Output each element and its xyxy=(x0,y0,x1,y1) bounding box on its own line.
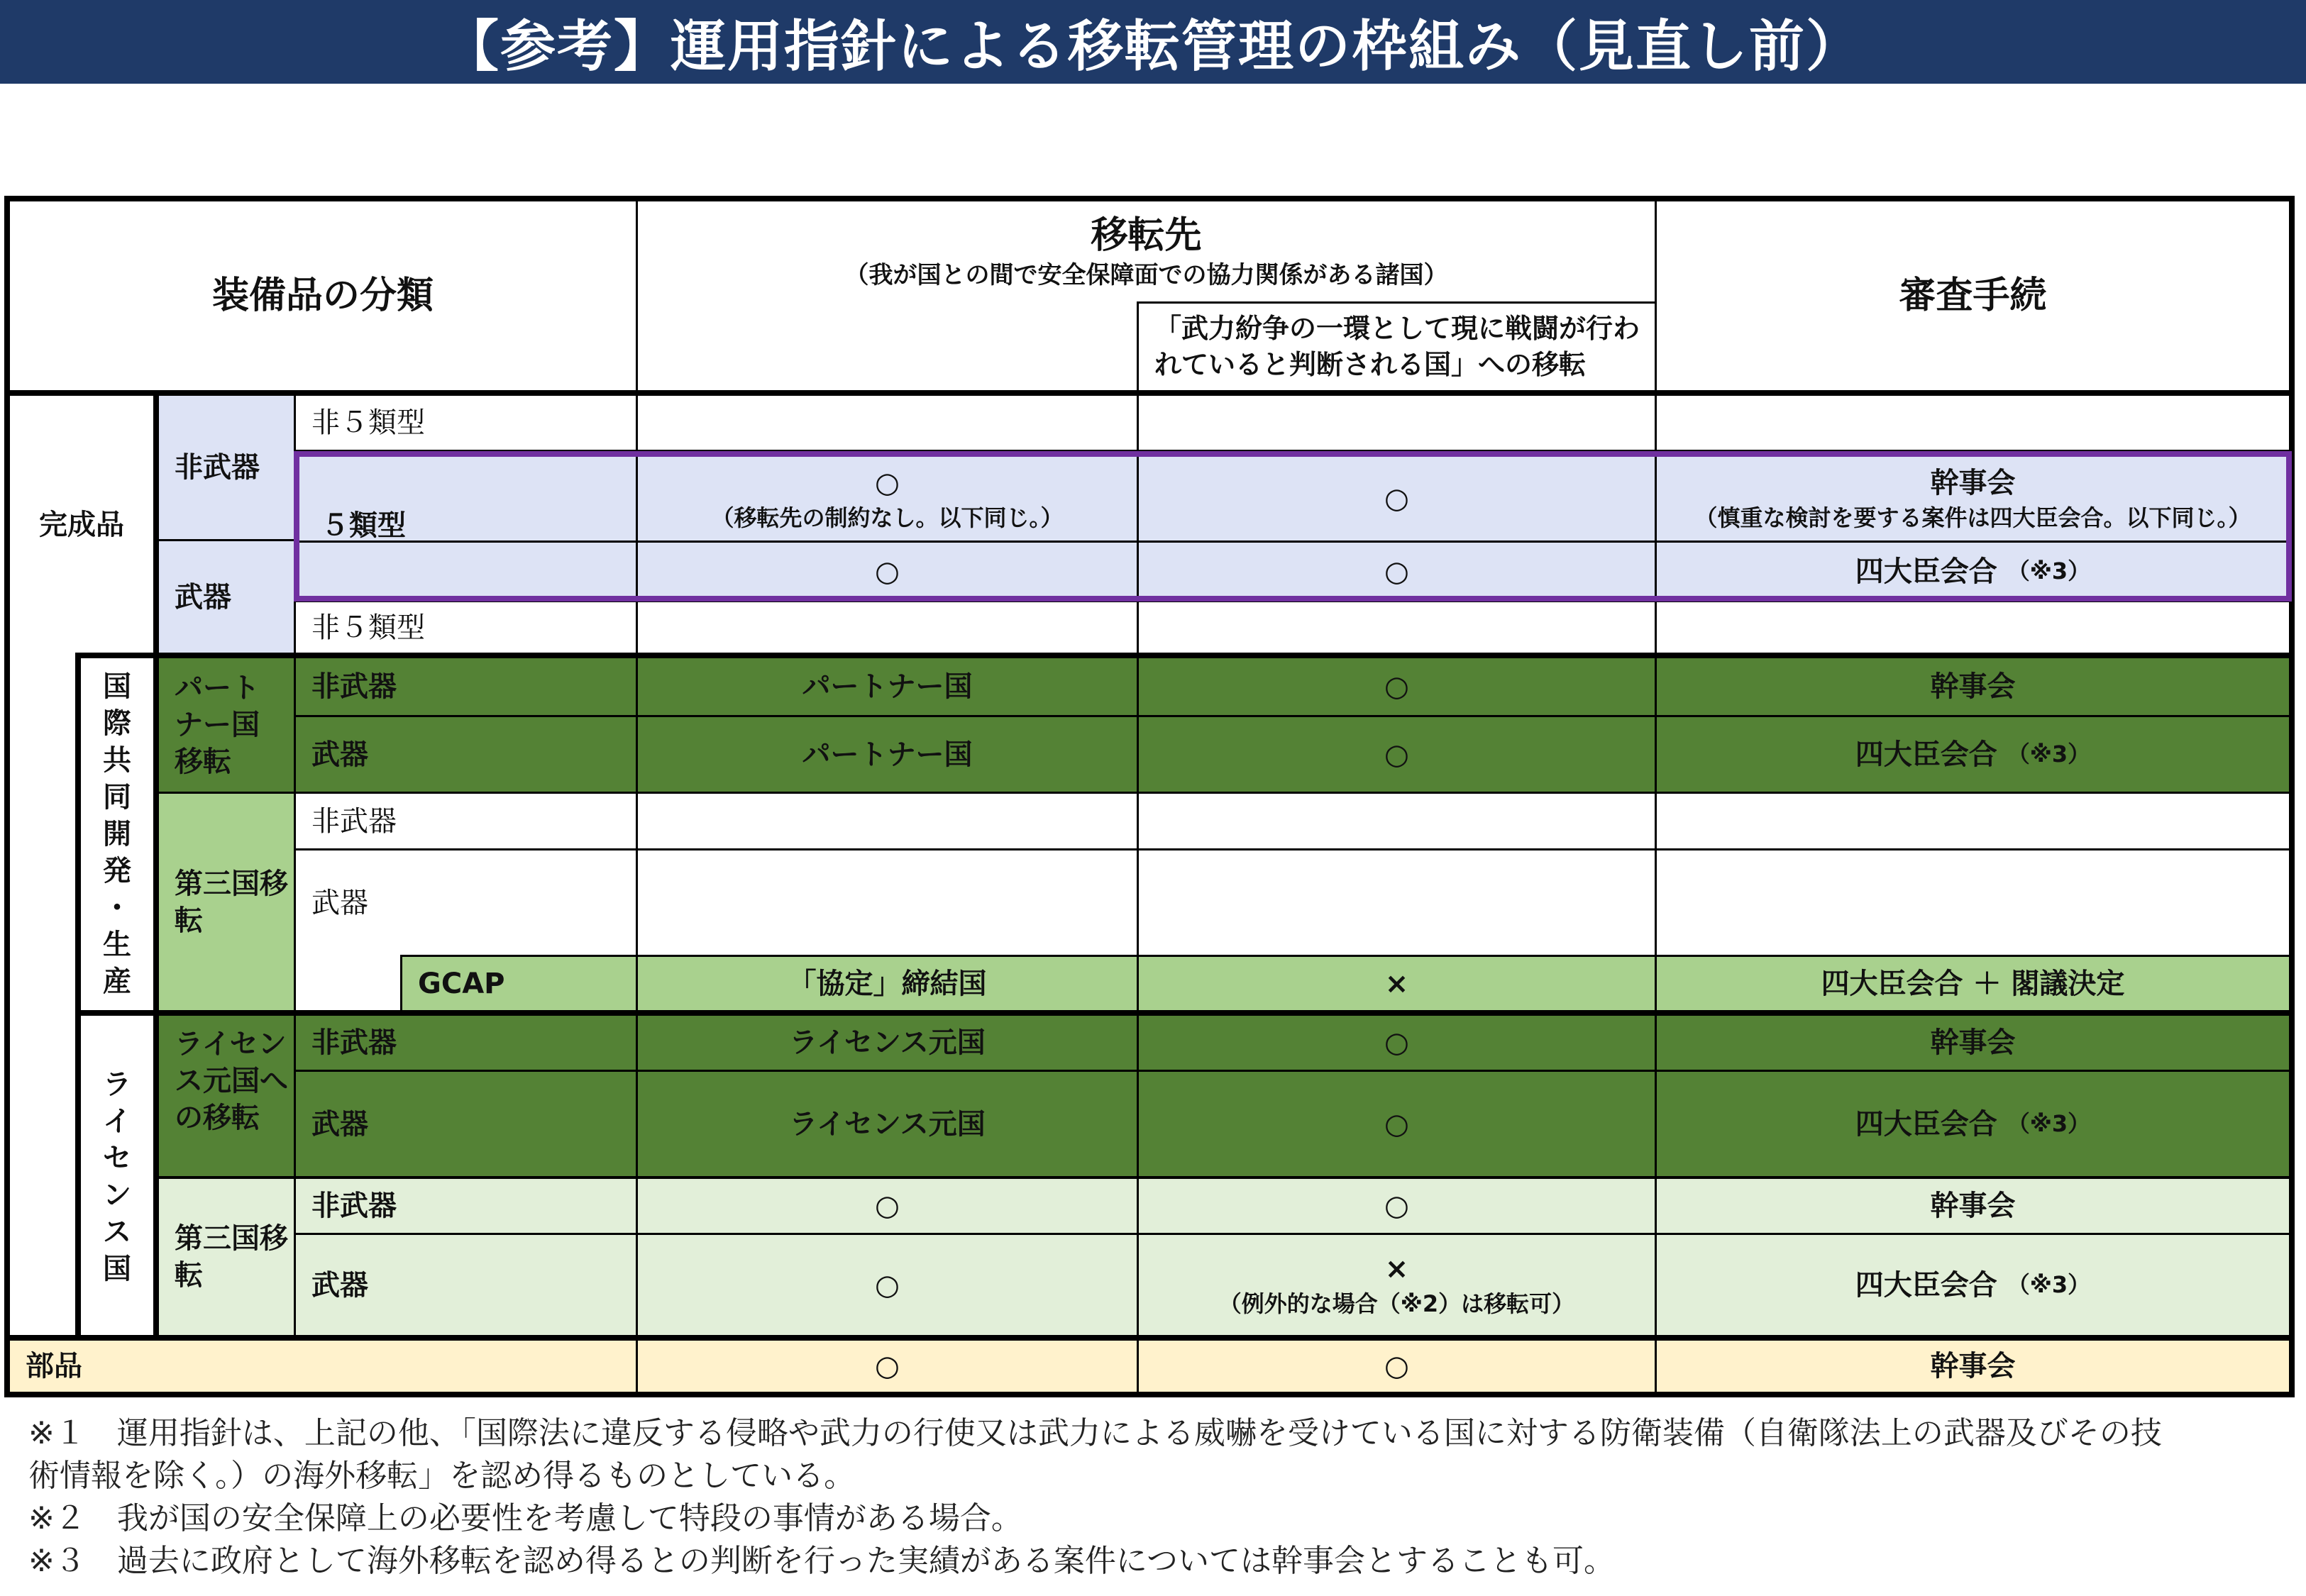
label-third-buki: 武器 xyxy=(311,886,368,919)
label-five-type: ５類型 xyxy=(321,509,406,542)
five-buki-review-note: （※3） xyxy=(2007,558,2091,585)
gcap-dest: 「協定」締結国 xyxy=(788,967,987,1000)
five-hibuki-dest-note: （移転先の制約なし。以下同じ。） xyxy=(711,504,1064,531)
vertical-char: 生 xyxy=(103,929,131,961)
five-buki-review-main: 四大臣会合 xyxy=(1855,555,1997,588)
partner-buki-dest: パートナー国 xyxy=(802,738,973,771)
note-2: ※２ 我が国の安全保障上の必要性を考慮して特段の事情がある場合。 xyxy=(28,1500,1022,1536)
license-buki-review-note: （※3） xyxy=(2007,1110,2091,1138)
header-conflict-state: 「武力紛争の一環として現に戦闘が行われていると判断される国」への移転 xyxy=(1154,312,1640,380)
vertical-char: 共 xyxy=(103,744,131,777)
vertical-char: ラ xyxy=(103,1068,131,1101)
license-buki-review-main: 四大臣会合 xyxy=(1855,1107,1997,1141)
label-non5-top: 非５類型 xyxy=(311,406,425,439)
partner-hibuki-dest: パートナー国 xyxy=(802,670,973,703)
header-review: 審査手続 xyxy=(1899,274,2047,317)
buhin-review: 幹事会 xyxy=(1930,1350,2016,1382)
gcap-conflict: × xyxy=(1384,967,1409,1000)
label-third-hibuki: 非武器 xyxy=(311,804,397,838)
header-destination-sub: （我が国との間で安全保障面での協力関係がある諸国） xyxy=(844,260,1448,289)
label-license-group: ライセンス元国への移転 xyxy=(175,1028,288,1134)
lthird-buki-conflict-mark: × xyxy=(1384,1253,1409,1286)
five-hibuki-dest xyxy=(638,457,1137,541)
partner-buki-review-note: （※3） xyxy=(2007,741,2091,768)
license-buki-dest: ライセンス元国 xyxy=(789,1107,986,1141)
five-hibuki-dest-mark: ○ xyxy=(875,466,900,499)
label-license-vertical xyxy=(81,1016,153,1338)
vertical-char: イ xyxy=(103,1105,131,1138)
label-non5-bottom: 非５類型 xyxy=(311,611,425,644)
label-kanseihin: 完成品 xyxy=(39,509,124,541)
five-buki-conflict: ○ xyxy=(1384,555,1409,588)
lthird-buki-conflict-note: （例外的な場合（※2）は移転可） xyxy=(1218,1290,1575,1318)
vertical-char: 産 xyxy=(103,965,131,998)
vertical-char: ン xyxy=(103,1179,131,1212)
five-hibuki-review-note: （慎重な検討を要する案件は四大臣会合。以下同じ。） xyxy=(1694,504,2251,531)
lthird-hibuki-dest: ○ xyxy=(875,1190,900,1222)
label-buhin: 部品 xyxy=(26,1350,82,1382)
vertical-char: 国 xyxy=(103,670,131,703)
five-buki-review xyxy=(1657,543,2289,600)
label-partner-group: パートナー国移転 xyxy=(175,672,260,778)
note-1-line-1: ※１ 運用指針は、上記の他、「国際法に違反する侵略や武力の行使又は武力による威嚇を受けている国に対する防衛装備（自衛隊法上の武器及びその技 xyxy=(28,1415,2162,1451)
lthird-buki-review-main: 四大臣会合 xyxy=(1855,1268,1997,1302)
five-hibuki-conflict: ○ xyxy=(1384,482,1409,515)
license-hibuki-review: 幹事会 xyxy=(1930,1026,2016,1059)
label-partner-hibuki: 非武器 xyxy=(311,670,397,703)
lthird-buki-dest: ○ xyxy=(875,1268,900,1302)
label-kokusai-vertical xyxy=(81,658,153,1010)
label-license-buki: 武器 xyxy=(311,1107,368,1141)
buhin-conflict: ○ xyxy=(1384,1350,1409,1382)
label-third-group: 第三国移転 xyxy=(175,867,288,937)
header-destination-title: 移転先 xyxy=(1091,214,1202,257)
vertical-char: ス xyxy=(103,1216,131,1248)
gcap-review: 四大臣会合 ＋ 閣議決定 xyxy=(1821,967,2125,1000)
note-1-line-2: 術情報を除く。）の海外移転」を認め得るものとしている。 xyxy=(28,1458,856,1494)
label-lthird-group: 第三国移転 xyxy=(175,1222,288,1292)
vertical-char: 発 xyxy=(103,855,131,887)
vertical-char: ・ xyxy=(103,892,131,924)
lthird-buki-review xyxy=(1657,1235,2289,1335)
label-buki: 武器 xyxy=(175,580,231,614)
license-buki-conflict: ○ xyxy=(1384,1107,1409,1141)
label-license-hibuki: 非武器 xyxy=(311,1026,397,1059)
label-partner-buki: 武器 xyxy=(311,738,368,771)
license-hibuki-conflict: ○ xyxy=(1384,1026,1409,1059)
partner-buki-review-main: 四大臣会合 xyxy=(1855,738,1997,771)
label-lthird-buki: 武器 xyxy=(311,1268,368,1302)
five-hibuki-review-main: 幹事会 xyxy=(1930,466,2016,499)
license-buki-review xyxy=(1657,1072,2289,1176)
five-buki-dest: ○ xyxy=(875,555,900,588)
header-classification: 装備品の分類 xyxy=(211,274,434,317)
label-hibuki: 非武器 xyxy=(175,451,260,484)
buhin-dest: ○ xyxy=(875,1350,900,1382)
lthird-hibuki-conflict: ○ xyxy=(1384,1190,1409,1222)
note-3: ※３ 過去に政府として海外移転を認め得るとの判断を行った実績がある案件については幹事会とすることも可。 xyxy=(28,1543,1615,1579)
five-hibuki-review xyxy=(1657,457,2289,541)
label-gcap: GCAP xyxy=(418,967,505,1000)
partner-hibuki-conflict: ○ xyxy=(1384,670,1409,703)
page-title: 【参考】運用指針による移転管理の枠組み（見直し前） xyxy=(0,0,2306,84)
partner-buki-review xyxy=(1657,717,2289,792)
vertical-char: 開 xyxy=(103,818,131,850)
header-destination xyxy=(638,201,1655,302)
partner-buki-conflict: ○ xyxy=(1384,738,1409,771)
vertical-char: セ xyxy=(103,1142,131,1175)
vertical-char: 同 xyxy=(103,781,131,814)
lthird-hibuki-review: 幹事会 xyxy=(1930,1190,2016,1222)
label-lthird-hibuki: 非武器 xyxy=(311,1190,397,1222)
vertical-char: 際 xyxy=(103,707,131,740)
license-hibuki-dest: ライセンス元国 xyxy=(789,1026,986,1059)
vertical-char: 国 xyxy=(103,1253,131,1285)
lthird-buki-review-note: （※3） xyxy=(2007,1271,2091,1299)
partner-hibuki-review: 幹事会 xyxy=(1930,670,2016,703)
lthird-buki-conflict xyxy=(1139,1235,1655,1335)
